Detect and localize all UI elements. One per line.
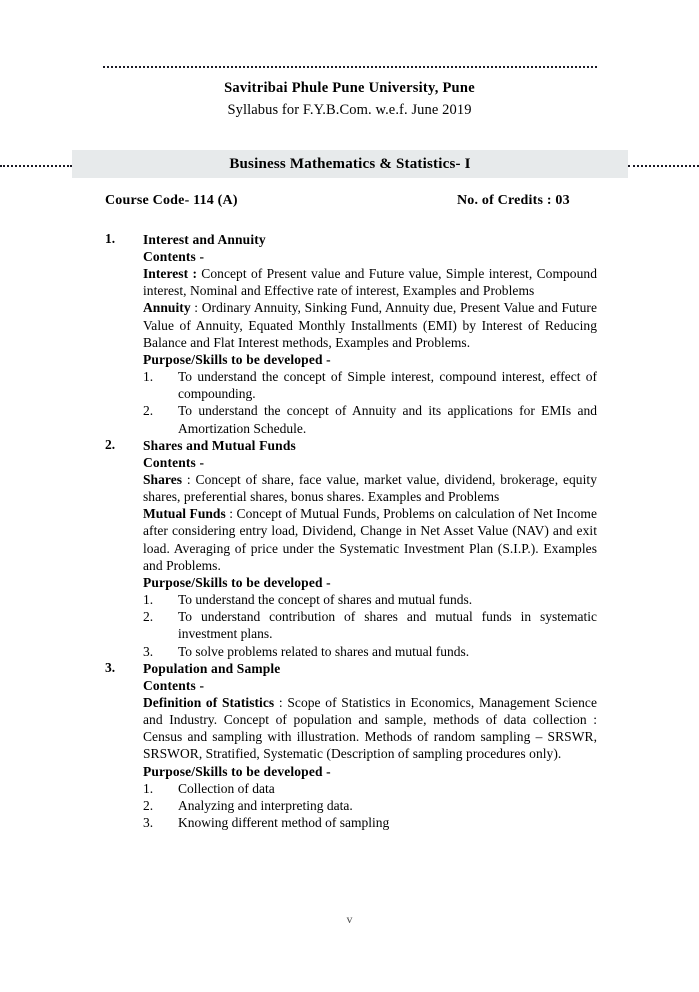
skill-text: To solve problems related to shares and mutual funds. [178, 643, 470, 659]
skill-list-item [143, 591, 597, 608]
skills-label: Purpose/Skills to be developed - [143, 763, 331, 779]
paragraph-text: : Ordinary Annuity, Sinking Fund, Annuity due, Present Value and Future Value of Annuity, Equated Monthly Installments (EMI) by Interest of Reducing Balance and Flat Interest methods, Examples and Problems. [143, 300, 597, 350]
skill-number: 1. [143, 369, 154, 385]
skill-number: 1. [143, 780, 154, 796]
skill-number: 3. [143, 815, 154, 831]
skill-text: Knowing different method of sampling [178, 815, 390, 831]
skill-list-item [143, 643, 597, 660]
top-dotted-rule [103, 66, 597, 68]
skill-number: 3. [143, 643, 154, 659]
skill-text: To understand the concept of Simple interest, compound interest, effect of compounding. [178, 369, 597, 402]
paragraph-lead-term: Annuity [143, 300, 191, 316]
unit-heading [105, 660, 597, 677]
skills-list [143, 780, 597, 832]
paragraph-text: : Concept of Mutual Funds, Problems on calculation of Net Income after considering entry load, Dividend, Change in Net Asset Value (NAV) and exit load. Averaging of price under the Systematic Investment Plan (S.I.P.). Examples and Problems. [143, 506, 597, 573]
skills-list [143, 368, 597, 437]
skill-text: To understand contribution of shares and mutual funds in systematic investment plans. [178, 609, 597, 642]
unit-heading [105, 231, 597, 248]
skills-label: Purpose/Skills to be developed - [143, 575, 331, 591]
subject-title-banner [72, 150, 628, 178]
contents-label: Contents - [143, 454, 205, 470]
skill-list-item [143, 780, 597, 797]
skill-text: To understand the concept of shares and mutual funds. [178, 592, 473, 608]
content-paragraph [143, 265, 597, 299]
skill-list-item [143, 402, 597, 436]
paragraph-lead-term: Definition of Statistics [143, 694, 275, 710]
course-credits: No. of Credits : 03 [457, 193, 570, 208]
skills-label: Purpose/Skills to be developed - [143, 352, 331, 368]
skill-number: 1. [143, 592, 154, 608]
syllabus-unit [105, 437, 597, 660]
paragraph-lead-term: Interest : [143, 266, 197, 281]
university-name: Savitribai Phule Pune University, Pune [224, 80, 475, 96]
skill-list-item [143, 814, 597, 831]
syllabus-unit-list [105, 231, 597, 831]
skill-number: 2. [143, 797, 154, 813]
paragraph-lead-term: Mutual Funds [143, 506, 226, 522]
skill-list-item [143, 797, 597, 814]
unit-number: 3. [105, 659, 116, 675]
left-dotted-rule [0, 165, 72, 167]
unit-body [143, 677, 597, 831]
content-paragraph [143, 694, 597, 763]
skills-list [143, 591, 597, 660]
contents-label: Contents - [143, 677, 205, 693]
skill-number: 2. [143, 609, 154, 625]
unit-number: 2. [105, 436, 116, 452]
paragraph-text: : Scope of Statistics in Economics, Management Science and Industry. Concept of population and sample, methods of data collection : Census and sampling with illustration. Methods of random sampling – SRSWR, SRSWOR, Stratified, Systematic (Description of sampling procedures only). [143, 694, 597, 762]
syllabus-unit [105, 660, 597, 831]
skill-number: 2. [143, 403, 154, 419]
skill-text: To understand the concept of Annuity and its applications for EMIs and Amortization Schedule. [178, 403, 597, 436]
contents-label: Contents - [143, 249, 205, 264]
content-paragraph [143, 505, 597, 574]
syllabus-unit [105, 231, 597, 437]
paragraph-text: Concept of Present value and Future value, Simple interest, Compound interest, Nominal and Effective rate of interest, Examples and Problems [143, 266, 597, 299]
syllabus-subtitle: Syllabus for F.Y.B.Com. w.e.f. June 2019 [227, 102, 472, 118]
skill-text: Analyzing and interpreting data. [178, 797, 353, 813]
content-paragraph [143, 471, 597, 505]
unit-body [143, 248, 597, 437]
unit-title: Population and Sample [143, 660, 281, 676]
paragraph-lead-term: Shares [143, 471, 183, 487]
course-code: Course Code- 114 (A) [105, 193, 238, 208]
right-dotted-rule [628, 165, 699, 167]
skill-text: Collection of data [178, 780, 275, 796]
paragraph-text: : Concept of share, face value, market value, dividend, brokerage, equity shares, preferential shares, bonus shares. Examples and Problems [143, 471, 597, 505]
unit-heading [105, 437, 597, 454]
unit-title: Interest and Annuity [143, 232, 266, 247]
skill-list-item [143, 608, 597, 642]
subject-title-text: Business Mathematics & Statistics- I [229, 155, 471, 172]
page-number: v [346, 912, 353, 926]
content-paragraph [143, 299, 597, 351]
unit-title: Shares and Mutual Funds [143, 437, 296, 453]
unit-body [143, 454, 597, 660]
unit-number: 1. [105, 231, 116, 246]
document-header [0, 78, 699, 122]
skill-list-item [143, 368, 597, 402]
